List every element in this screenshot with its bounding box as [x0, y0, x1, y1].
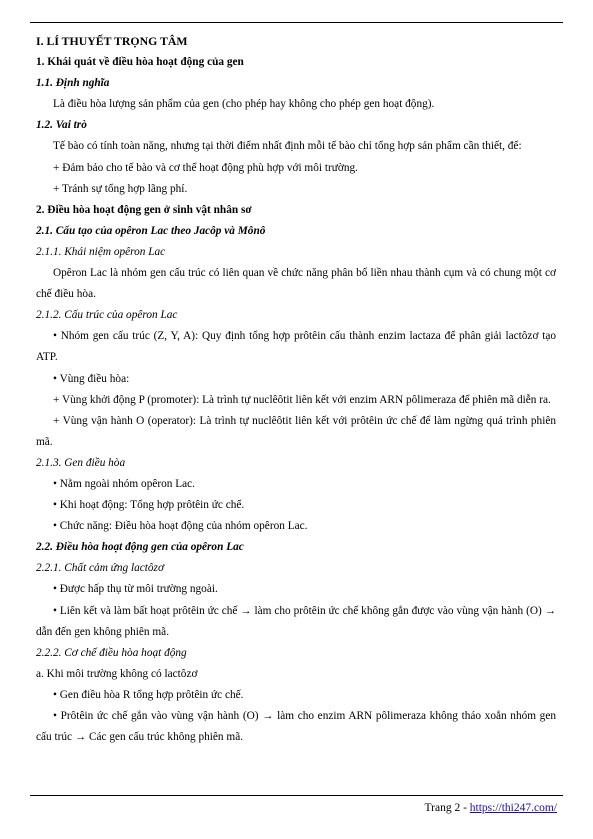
section-2-1-2-item: + Vùng vận hành O (operator): Là trình tự nuclêôtit liên kết với prôtêin ức chế để làm ngừng quá trình phiên mã.: [36, 414, 556, 448]
section-2-1-3-item: • Khi hoạt động: Tổng hợp prôtêin ức chế.: [53, 499, 245, 512]
section-2-2-title: 2.2. Điều hòa hoạt động gen của opêron Lac: [36, 541, 244, 554]
section-2-2-2-item: • Prôtêin ức chế gắn vào vùng vận hành (O) → làm cho enzim ARN pôlimeraza không tháo xoắn nhóm gen cấu trúc → Các gen cấu trúc không phiên mã.: [36, 710, 556, 744]
section-2-2-2-case-a: a. Khi môi trường không có lactôzơ: [36, 667, 198, 680]
section-2-title: 2. Điều hòa hoạt động gen ở sinh vật nhân sơ: [36, 203, 252, 216]
section-1-2-title: 1.2. Vai trò: [36, 119, 87, 132]
bottom-rule: [30, 795, 563, 796]
section-2-2-1-item: • Liên kết và làm bất hoạt prôtêin ức chế → làm cho prôtêin ức chế không gắn được vào vùng vận hành (O) → dẫn đến gen không phiên mã.: [36, 604, 556, 638]
section-2-1-title: 2.1. Cấu tạo của opêron Lac theo Jacôp và Mônô: [36, 224, 266, 237]
section-2-2-2-title: 2.2.2. Cơ chế điều hòa hoạt động: [36, 646, 187, 659]
section-2-2-2-item: • Gen điều hòa R tổng hợp prôtêin ức chế.: [53, 688, 244, 701]
document-body: [36, 31, 556, 748]
heading-main: I. LÍ THUYẾT TRỌNG TÂM: [36, 34, 188, 48]
section-2-1-1-text: Opêron Lac là nhóm gen cấu trúc có liên quan về chức năng phân bố liền nhau thành cụm và có chung một cơ chế điều hòa.: [36, 267, 556, 301]
top-rule: [30, 22, 563, 23]
page-number-label: Trang 2 -: [424, 802, 470, 814]
section-2-1-2-title: 2.1.2. Cấu trúc của opêron Lac: [36, 309, 178, 322]
section-2-1-3-title: 2.1.3. Gen điều hòa: [36, 456, 126, 469]
section-1-title: 1. Khái quát về điều hòa hoạt động của gen: [36, 56, 244, 69]
section-1-2-text: Tế bào có tính toàn năng, nhưng tại thời điểm nhất định mỗi tế bào chỉ tổng hợp sản phẩm cần thiết, để:: [53, 140, 522, 153]
section-1-2-item: + Đảm bảo cho tế bào và cơ thể hoạt động phù hợp với môi trường.: [53, 161, 358, 174]
section-2-1-2-item: • Vùng điều hòa:: [53, 372, 130, 385]
section-2-2-1-item: • Được hấp thụ từ môi trường ngoài.: [53, 583, 218, 596]
section-2-1-3-item: • Chức năng: Điều hòa hoạt động của nhóm opêron Lac.: [53, 520, 308, 533]
section-1-1-text: Là điều hòa lượng sản phẩm của gen (cho phép hay không cho phép gen hoạt động).: [53, 98, 435, 111]
section-2-1-2-item: + Vùng khởi động P (promoter): Là trình tự nuclêôtit liên kết với enzim ARN pôlimeraza để phiên mã diễn ra.: [53, 393, 551, 406]
page-footer: [425, 800, 557, 816]
section-2-1-2-item: • Nhóm gen cấu trúc (Z, Y, A): Quy định tổng hợp prôtêin cấu thành enzim lactaza để phân giải lactôzơ tạo ATP.: [36, 330, 556, 364]
section-2-1-1-title: 2.1.1. Khái niệm opêron Lac: [36, 245, 166, 258]
section-2-2-1-title: 2.2.1. Chất cảm ứng lactôzơ: [36, 562, 164, 575]
section-2-1-3-item: • Nằm ngoài nhóm opêron Lac.: [53, 477, 195, 490]
section-1-1-title: 1.1. Định nghĩa: [36, 77, 110, 90]
section-1-2-item: + Tránh sự tổng hợp lãng phí.: [53, 182, 188, 195]
footer-link[interactable]: https://thi247.com/: [469, 802, 557, 814]
